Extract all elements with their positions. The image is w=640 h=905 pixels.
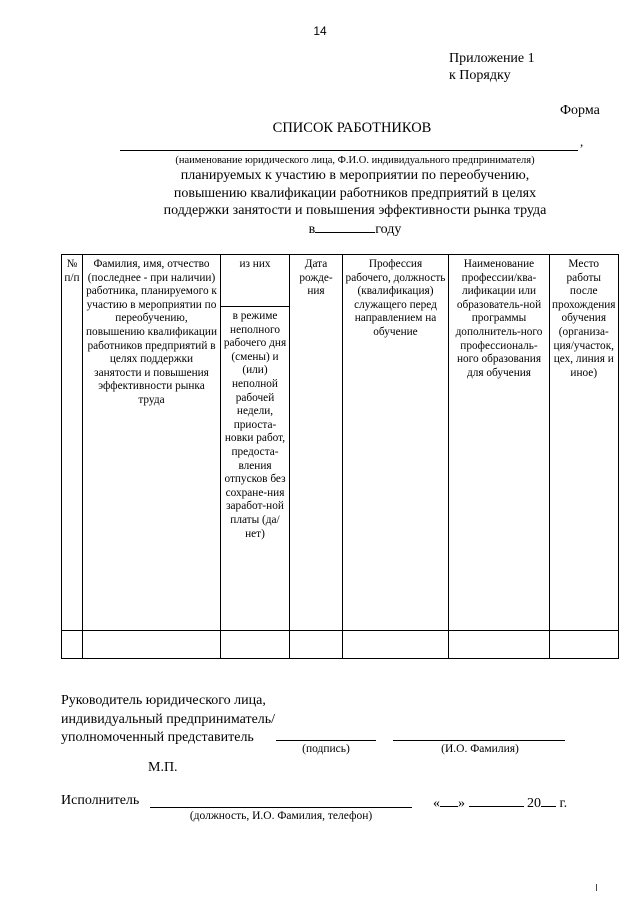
signature-caption: (подпись): [302, 743, 350, 755]
signer-line-2: индивидуальный предприниматель/: [61, 711, 276, 727]
subtitle-line-3: поддержки занятости и повышения эффективности рынка труда: [163, 203, 547, 218]
executor-label: Исполнитель: [61, 793, 140, 808]
header-profession: Профессия рабочего, должность (квалификация) служащего перед направлением на обучение: [343, 255, 449, 631]
signer-block: [61, 692, 275, 748]
header-part-time-mode: в режиме неполного рабочего дня (смены) и (или) неполной рабочей недели, приоста-новки работ, предоста-вления отпусков без сохране-ния заработ-ной платы (да/нет): [221, 307, 290, 631]
date-quote-close: »: [458, 796, 465, 811]
date-line: [433, 793, 567, 812]
appendix-reference: [449, 50, 535, 84]
cell-number[interactable]: [62, 631, 83, 659]
year-prefix: в: [308, 222, 316, 237]
day-field[interactable]: [440, 793, 458, 807]
date-quote-open: «: [433, 796, 440, 811]
year-line: [120, 220, 590, 238]
name-field[interactable]: [393, 728, 565, 741]
header-of-them: из них: [221, 255, 290, 307]
header-full-name: Фамилия, имя, отчество (последнее - при наличии) работника, планируемого к участию в мероприятии по переобучению, повышению квалификации работников предприятий в целях поддержки занятости и повышения эффективности рынка труда: [83, 255, 221, 631]
appendix-line-2: к Порядку: [449, 68, 511, 83]
document-subtitle: [120, 167, 590, 220]
comma: ,: [580, 134, 584, 149]
cell-birth-date[interactable]: [290, 631, 343, 659]
cell-program[interactable]: [449, 631, 550, 659]
page-number: 14: [313, 24, 327, 38]
cell-full-name[interactable]: [83, 631, 221, 659]
document-title: СПИСОК РАБОТНИКОВ: [272, 120, 432, 136]
executor-field[interactable]: [150, 795, 412, 808]
page-mark: [596, 884, 597, 891]
name-caption: (И.О. Фамилия): [441, 743, 519, 755]
month-field[interactable]: [469, 793, 524, 807]
subtitle-line-1: планируемых к участию в мероприятии по переобучению,: [180, 168, 530, 183]
header-program: Наименование профессии/ква-лификации или образователь-ной программы дополнитель-ного профессиональ-ного образования для обучения: [449, 255, 550, 631]
workers-table: [61, 254, 619, 659]
year-short-field[interactable]: [541, 793, 556, 807]
appendix-line-1: Приложение 1: [449, 51, 535, 66]
cell-workplace[interactable]: [550, 631, 619, 659]
form-label: Форма: [560, 103, 600, 118]
executor-caption: (должность, И.О. Фамилия, телефон): [189, 810, 373, 822]
year-field[interactable]: [315, 220, 375, 233]
signer-line-1: Руководитель юридического лица,: [61, 693, 266, 708]
organization-name-field[interactable]: [120, 138, 578, 151]
subtitle-line-2: повышению квалификации работников предприятий в целях: [173, 185, 537, 201]
cell-part-time-mode[interactable]: [221, 631, 290, 659]
table-row: [62, 631, 619, 659]
header-birth-date: Дата рожде-ния: [290, 255, 343, 631]
date-year-suffix: г.: [559, 796, 568, 811]
stamp-place: М.П.: [148, 760, 178, 775]
header-number: № п/п: [62, 255, 83, 631]
signer-line-3: уполномоченный представитель: [61, 730, 254, 745]
year-suffix: году: [375, 222, 402, 237]
header-workplace: Место работы после прохождения обучения (организа-ция/участок, цех, линия и иное): [550, 255, 619, 631]
signature-field[interactable]: [276, 728, 376, 741]
cell-profession[interactable]: [343, 631, 449, 659]
date-year-prefix: 20: [527, 796, 541, 811]
organization-caption: (наименование юридического лица, Ф.И.О. индивидуального предпринимателя): [175, 155, 535, 166]
